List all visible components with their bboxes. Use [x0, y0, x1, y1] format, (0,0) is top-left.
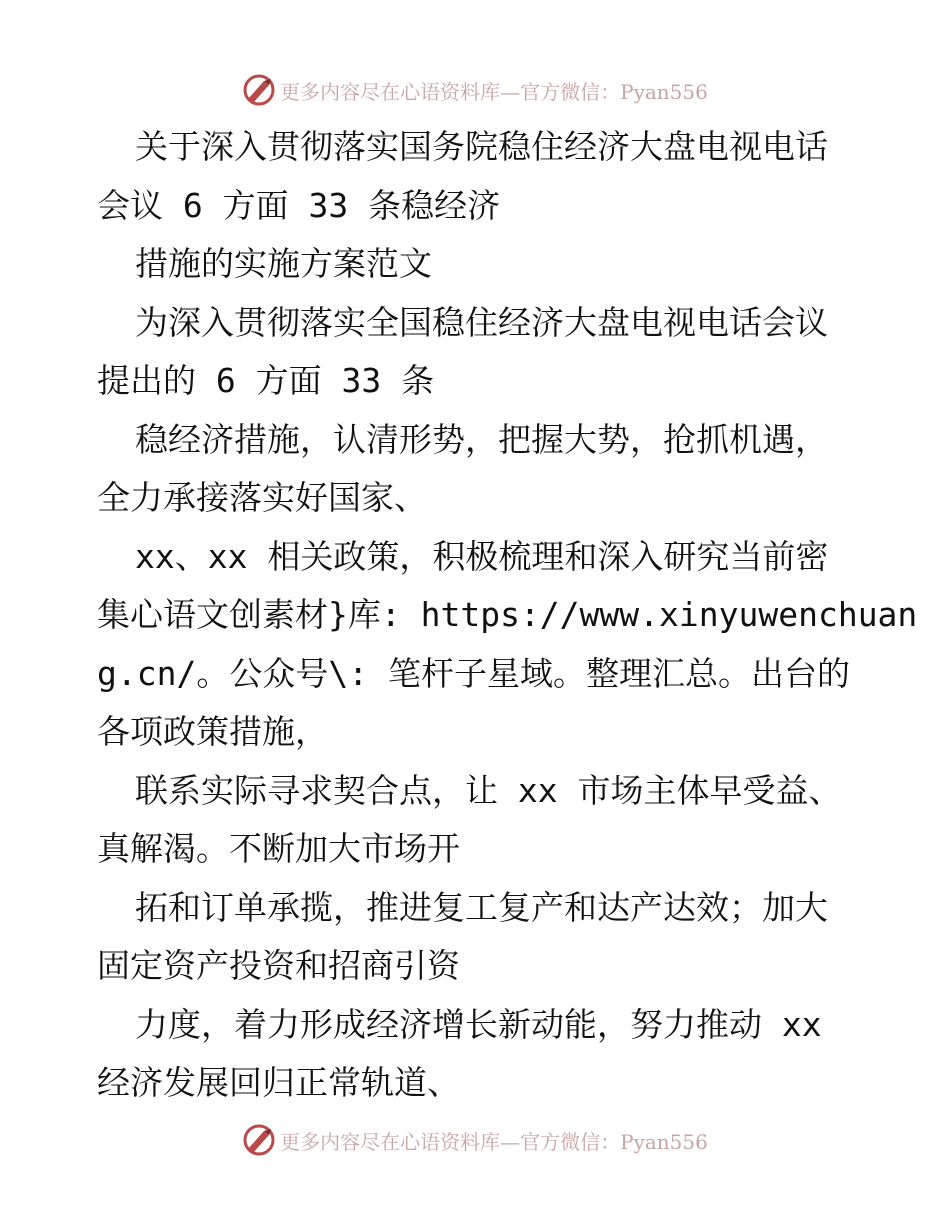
- body-line: 经济发展回归正常轨道、: [97, 1063, 460, 1102]
- body-line: 措施的实施方案范文: [135, 244, 432, 283]
- pen-circle-logo-icon: [242, 73, 276, 107]
- body-line: 为深入贯彻落实全国稳住经济大盘电视电话会议: [135, 302, 828, 342]
- body-line: g.cn/。公众号\: 笔杆子星域。整理汇总。出台的: [97, 653, 850, 693]
- body-line: 固定资产投资和招商引资: [97, 946, 460, 985]
- body-line: 拓和订单承揽，推进复工复产和达产达效；加大: [135, 887, 828, 927]
- document-body: [97, 118, 918, 1113]
- body-line: 会议 6 方面 33 条稳经济: [97, 185, 501, 225]
- pen-circle-logo-icon: [242, 1123, 276, 1157]
- body-line: xx、xx 相关政策，积极梳理和深入研究当前密: [135, 536, 829, 576]
- body-line: 真解渴。不断加大市场开: [97, 829, 460, 868]
- body-line: 稳经济措施，认清形势，把握大势，抢抓机遇，: [135, 419, 828, 459]
- watermark-text: 更多内容尽在心语资料库—官方微信：Pyan556: [280, 1129, 708, 1154]
- body-line: 全力承接落实好国家、: [97, 478, 427, 517]
- body-line: 联系实际寻求契合点，让 xx 市场主体早受益、: [135, 770, 842, 810]
- header-watermark: [0, 70, 950, 110]
- body-line: 力度，着力形成经济增长新动能，努力推动 xx: [135, 1004, 822, 1044]
- watermark-text: 更多内容尽在心语资料库—官方微信：Pyan556: [280, 79, 708, 104]
- footer-watermark: [0, 1120, 950, 1160]
- body-line: 各项政策措施，: [97, 712, 328, 751]
- body-line: 集心语文创素材}库: https://www.xinyuwenchuan: [97, 595, 918, 634]
- body-line: 提出的 6 方面 33 条: [97, 361, 435, 400]
- body-line: 关于深入贯彻落实国务院稳住经济大盘电视电话: [135, 127, 828, 166]
